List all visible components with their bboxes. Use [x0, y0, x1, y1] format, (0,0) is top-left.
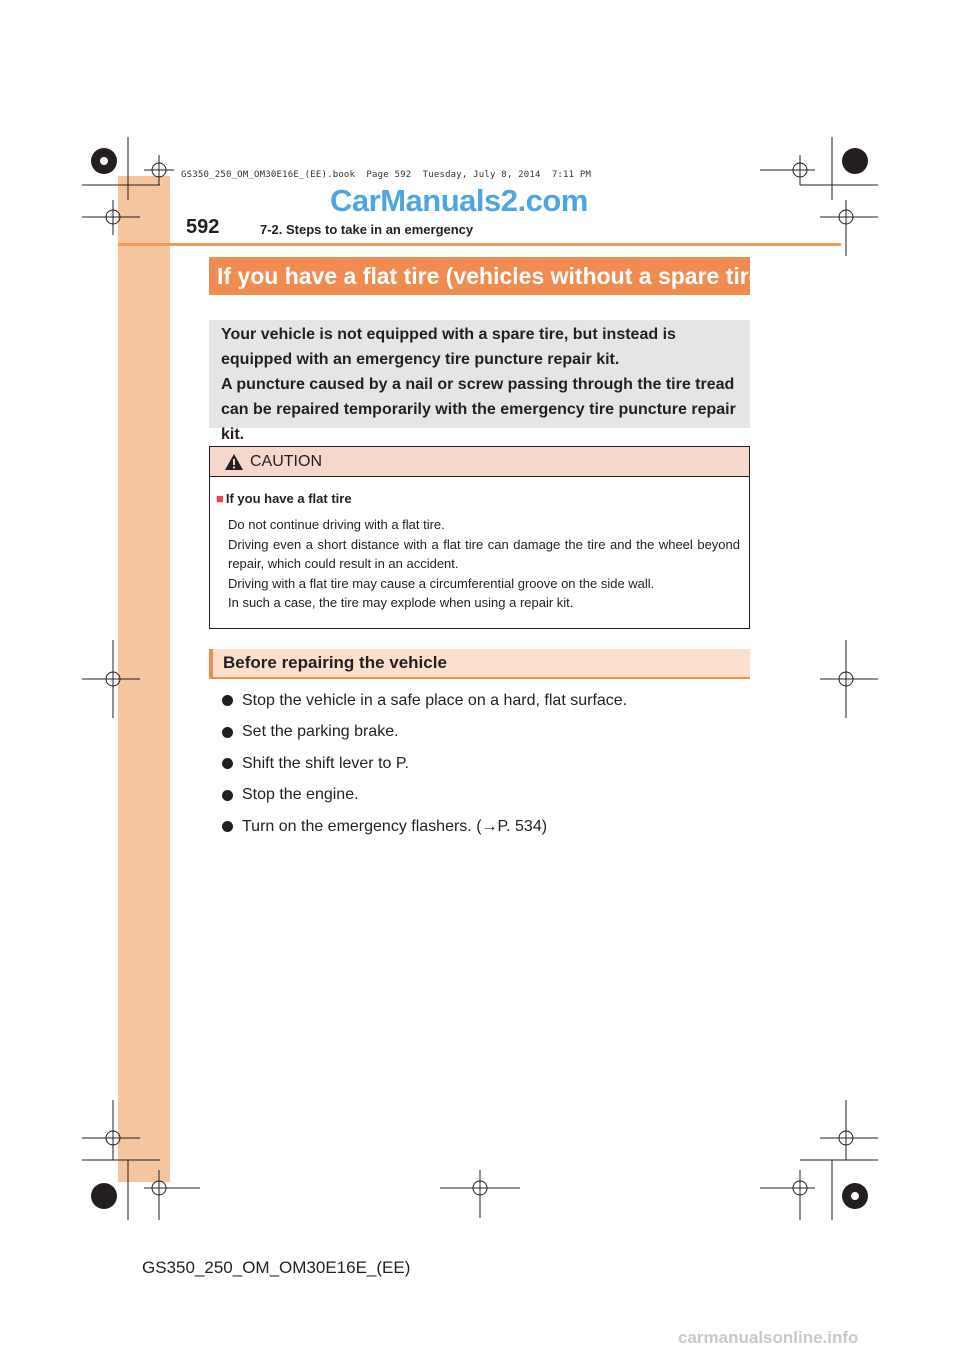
intro-box [209, 320, 750, 443]
section-title: 7-2. Steps to take in an emergency [260, 222, 474, 237]
crosshair-mark-icon [82, 640, 140, 718]
bullet-icon [222, 695, 233, 706]
crosshair-mark-icon [760, 155, 815, 185]
caution-subheading: If you have a flat tire [225, 491, 352, 506]
starburst-mark-icon [842, 1183, 868, 1209]
intro-paragraph: A puncture caused by a nail or screw passing through the tire tread can be repaired temporarily with the emergency tire puncture repair kit. [221, 376, 736, 443]
list-item [222, 811, 627, 843]
before-repair-heading: Before repairing the vehicle [209, 649, 750, 679]
list-item-text: Set the parking brake. [242, 723, 399, 741]
list-item [222, 685, 627, 717]
caution-body [228, 515, 740, 613]
crosshair-mark-icon [144, 1170, 200, 1220]
list-item [222, 717, 627, 749]
square-bullet-icon: ■ [216, 491, 224, 506]
crosshair-mark-icon [82, 200, 140, 235]
crosshair-mark-icon [820, 200, 878, 256]
dot-mark-icon [91, 1183, 117, 1209]
list-item-text: Stop the engine. [242, 786, 359, 804]
site-watermark: carmanualsonline.info [678, 1328, 859, 1347]
crosshair-mark-icon [440, 1170, 520, 1218]
crosshair-mark-icon [820, 640, 878, 718]
bullet-icon [222, 727, 233, 738]
dot-mark-icon [842, 148, 868, 174]
crosshair-mark-icon [820, 1100, 878, 1160]
page-number: 592 [186, 216, 220, 238]
caution-heading: CAUTION [250, 452, 322, 470]
list-item [222, 748, 627, 780]
bullet-icon [222, 790, 233, 801]
book-file-info: GS350_250_OM_OM30E16E_(EE).book Page 592 Tuesday, July 8, 2014 7:11 PM [181, 170, 592, 180]
caution-line: Do not continue driving with a flat tire. [228, 517, 445, 532]
crosshair-mark-icon [82, 1100, 140, 1160]
bullet-icon [222, 758, 233, 769]
bullet-icon [222, 821, 233, 832]
caution-header [210, 447, 749, 477]
intro-paragraph: Your vehicle is not equipped with a spare tire, but instead is equipped with an emergency tire puncture repair kit. [221, 326, 676, 368]
caution-line: Driving even a short distance with a flat tire can damage the tire and the wheel beyond repair, which could result in an accident. [228, 536, 740, 571]
header-divider [118, 243, 841, 246]
list-item-text: Shift the shift lever to P. [242, 754, 409, 772]
warning-triangle-icon [224, 453, 244, 471]
footer-model-code: GS350_250_OM_OM30E16E_(EE) [142, 1258, 411, 1277]
caution-line: Driving with a flat tire may cause a circumferential groove on the side wall. [228, 575, 655, 591]
carmanuals-watermark: CarManuals2.com [330, 183, 588, 218]
list-item-text: Turn on the emergency flashers. (→P. 534) [242, 817, 548, 835]
starburst-mark-icon [91, 148, 117, 174]
caution-box [209, 446, 750, 629]
crosshair-mark-icon [760, 1170, 815, 1220]
before-repair-list [222, 685, 627, 843]
list-item [222, 780, 627, 812]
crosshair-mark-icon [144, 155, 174, 185]
page-title: If you have a flat tire (vehicles without a spare tire) [209, 257, 750, 295]
list-item-text: Stop the vehicle in a safe place on a hard, flat surface. [242, 691, 628, 709]
caution-subheading-row [216, 491, 352, 506]
caution-line: In such a case, the tire may explode when using a repair kit. [228, 595, 574, 610]
